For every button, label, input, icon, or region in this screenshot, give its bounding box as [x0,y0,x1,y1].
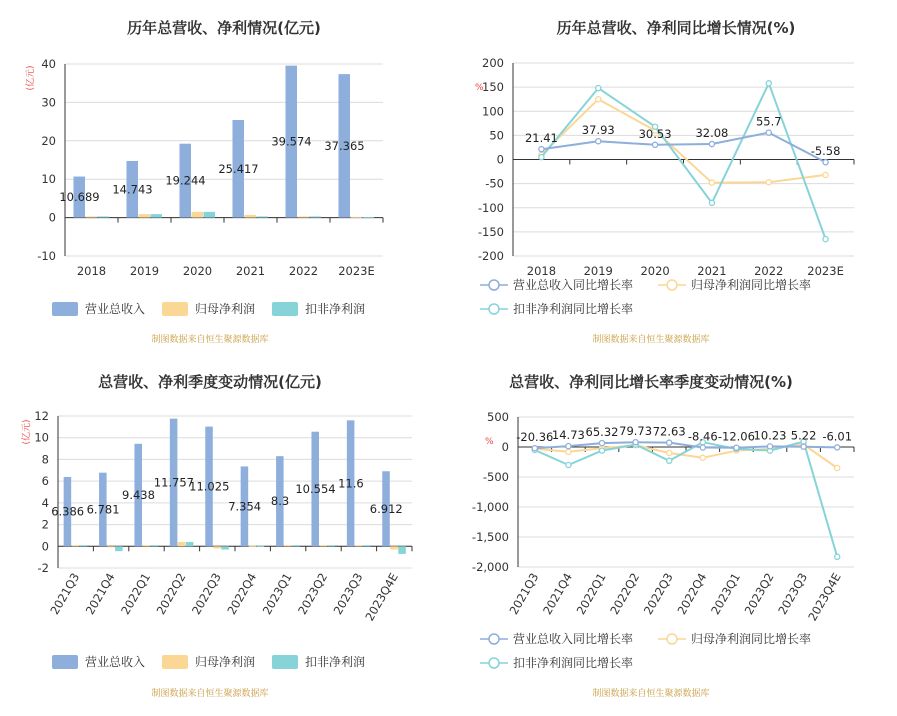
bar-deducted-profit [151,214,163,217]
bar-deducted-profit [257,546,265,547]
x-tick-label: 2023E [338,264,375,278]
bar-deducted-profit [363,217,375,218]
legend-label-deducted-profit: 扣非净利润 [305,655,366,669]
x-tick-label: 2021 [235,264,266,278]
legend-marker-deducted-growth [489,304,499,314]
legend-label-parent-growth: 归母净利润同比增长率 [691,632,812,646]
x-tick-label: 2021Q4 [82,570,118,618]
x-tick-label: 2020 [640,264,670,278]
y-tick-label: 0 [48,210,56,225]
x-tick-label: 2023E [807,264,844,278]
bar-parent-profit [244,215,256,218]
x-tick-label: 2022Q2 [153,570,189,618]
legend-label-parent-profit: 归母净利润 [195,302,256,316]
y-tick-label: 2 [41,517,49,532]
data-label: 30.53 [638,126,672,141]
legend-label-revenue-growth: 营业总收入同比增长率 [513,632,634,646]
legend[interactable] [52,301,365,316]
legend-item-revenue[interactable] [52,654,145,669]
y-axis-unit: (亿元) [26,65,36,91]
bar-deducted-profit [186,542,194,546]
point-revenue [633,440,638,445]
bar-parent-profit [390,546,398,549]
annual-amount-svg [0,0,448,358]
bar-parent-profit [142,545,150,546]
y-tick-label: 40 [41,57,56,71]
point-deducted-profit [709,200,714,205]
source-note: 制图数据来自恒生聚源数据库 [592,689,710,699]
y-tick-label: -2,000 [471,560,509,574]
data-label: 14.73 [551,428,585,443]
legend-swatch-parent-profit [162,655,188,669]
point-revenue [709,141,714,146]
x-tick-label: 2023Q3 [330,570,366,618]
y-tick-label: -200 [477,249,504,263]
data-label: 32.08 [695,126,729,141]
point-deducted-profit [667,458,672,463]
point-deducted-profit [766,81,771,86]
bar-deducted-profit [257,216,269,217]
x-tick-label: 2022 [754,264,784,278]
legend-marker-revenue-growth [489,634,499,644]
y-axis-unit: % [485,437,494,447]
point-revenue [767,444,772,449]
bar-parent-profit [284,545,292,546]
point-revenue [539,147,544,152]
y-tick-label: 0 [496,152,504,167]
bar-deducted-profit [310,216,322,217]
data-label: -8.46 [687,429,718,444]
data-label: -12.06 [717,429,755,444]
legend-label-parent-profit: 归母净利润 [195,655,256,669]
y-tick-label: 8 [41,452,49,467]
x-tick-label: 2023Q2 [741,570,777,618]
point-revenue [566,444,571,449]
bar-parent-profit [297,216,309,217]
data-label: 25.417 [218,161,259,176]
point-parent-profit [823,172,828,177]
data-label: 11.025 [189,479,230,494]
x-tick-label: 2018 [76,264,107,278]
point-revenue [801,444,806,449]
y-tick-label: 100 [482,104,504,119]
data-label: 55.7 [755,114,782,129]
bar-parent-profit [178,542,186,546]
y-tick-label: 6 [41,474,49,489]
data-label: 6.386 [51,504,85,519]
line-deducted-profit [535,442,837,557]
bar-parent-profit [72,545,80,546]
legend-label-revenue-growth: 营业总收入同比增长率 [513,278,634,292]
x-tick-label: 2023Q3 [775,570,811,618]
chart-title: 历年总营收、净利情况(亿元) [127,19,321,37]
legend-label-revenue: 营业总收入 [85,655,146,669]
x-tick-label: 2022Q3 [188,570,224,618]
legend-label-deducted-growth: 扣非净利润同比增长率 [513,656,634,670]
x-tick-label: 2022Q1 [573,570,609,618]
plot-area [478,56,854,278]
x-tick-label: 2023Q4E [362,570,401,624]
legend-item-parent-profit[interactable] [162,654,255,669]
legend-label-deducted-growth: 扣非净利润同比增长率 [513,302,634,316]
source-note: 制图数据来自恒生聚源数据库 [592,335,710,345]
legend-item-deducted-growth[interactable] [480,655,633,670]
bar-parent-profit [319,545,327,546]
data-label: 10.554 [295,481,336,496]
legend-swatch-deducted-profit [272,302,298,316]
legend-marker-parent-growth [667,280,677,290]
y-tick-label: 0 [501,440,509,454]
x-tick-label: 2021Q3 [506,570,542,618]
legend-label-revenue: 营业总收入 [85,302,146,316]
point-deducted-profit [823,237,828,242]
x-tick-label: 2018 [526,264,557,278]
bar-deducted-profit [204,212,216,218]
y-tick-label: 0 [41,539,49,554]
x-tick-label: 2023Q1 [708,570,743,618]
y-tick-label: 200 [482,56,504,70]
x-tick-label: 2022Q4 [224,570,260,618]
legend-label-deducted-profit: 扣非净利润 [305,302,366,316]
data-label: 5.22 [790,428,817,443]
data-label: -6.01 [822,429,853,444]
legend[interactable] [52,654,365,669]
bar-deducted-profit [98,216,110,217]
point-deducted-profit [539,154,544,159]
legend[interactable] [480,631,811,670]
x-tick-label: 2022Q1 [118,570,154,618]
data-label: 14.743 [112,182,153,197]
y-tick-label: 50 [489,128,504,143]
x-tick-label: 2021Q4 [540,570,575,618]
legend-item-revenue[interactable] [52,301,145,316]
plot-area [472,410,854,623]
legend-marker-parent-growth [667,634,677,644]
chart-title: 总营收、净利季度变动情况(亿元) [98,373,322,391]
data-label: 37.365 [324,138,365,153]
point-revenue [835,445,840,450]
bar-deducted-profit [115,546,123,551]
y-tick-label: -1,500 [471,530,509,544]
quarterly-growth-chart [448,358,896,716]
point-parent-profit [596,97,601,102]
legend-marker-revenue-growth [489,280,499,290]
x-tick-label: 2022Q2 [607,570,643,618]
data-label: 79.73 [619,424,653,439]
y-tick-label: -1,000 [471,500,509,514]
y-tick-label: 10 [34,430,49,445]
x-tick-label: 2019 [583,264,613,278]
legend-marker-deducted-growth [489,658,499,668]
bar-deducted-profit [398,546,406,554]
bar-deducted-profit [151,545,159,546]
bar-parent-profit [191,212,203,218]
data-label: 7.354 [228,499,262,514]
y-tick-label: 12 [34,409,49,423]
point-revenue [652,142,657,147]
y-tick-label: 20 [41,133,56,148]
source-note: 制图数据来自恒生聚源数据库 [151,689,269,699]
annual-amount-chart [0,0,448,358]
chart-title: 总营收、净利同比增长率季度变动情况(%) [509,373,793,391]
point-parent-profit [709,180,714,185]
legend-swatch-parent-profit [162,302,188,316]
data-label: 37.93 [581,123,615,138]
bar-parent-profit [213,546,221,548]
y-tick-label: -10 [37,249,56,263]
data-label: 11.757 [153,475,195,490]
y-axis-unit: (亿元) [22,419,32,445]
x-tick-label: 2022 [288,264,319,278]
point-parent-profit [667,450,672,455]
x-tick-label: 2021 [697,264,727,278]
legend-item-parent-growth[interactable] [658,277,811,292]
point-deducted-profit [596,85,601,90]
data-label: -5.58 [810,144,841,159]
x-tick-label: 2022Q3 [640,570,676,618]
y-axis-unit: % [475,83,484,93]
data-label: 19.244 [165,173,206,188]
y-tick-label: -150 [477,224,504,239]
x-tick-label: 2023Q2 [295,570,331,618]
bar-deducted-profit [292,545,300,546]
data-label: 8.3 [270,494,290,509]
legend-swatch-revenue [52,655,78,669]
data-label: 10.689 [59,190,100,205]
legend-item-deducted-profit[interactable] [272,654,365,669]
bar-parent-profit [85,216,97,217]
bar-deducted-profit [221,546,229,549]
x-tick-label: 2019 [129,264,160,278]
x-tick-label: 2023Q1 [259,570,295,618]
legend-swatch-revenue [52,302,78,316]
plot-area [34,409,412,623]
data-label: 9.438 [122,488,155,503]
bar-parent-profit [249,546,257,547]
y-tick-label: 150 [482,80,504,95]
legend-swatch-deducted-profit [272,655,298,669]
x-tick-label: 2020 [182,264,213,278]
data-label: 72.63 [652,424,686,439]
annual-growth-svg [448,0,896,358]
y-tick-label: -50 [485,176,504,191]
chart-title: 历年总营收、净利同比增长情况(%) [556,19,796,37]
y-tick-label: 4 [41,495,49,510]
quarterly-amount-chart [0,358,448,716]
legend-item-parent-profit[interactable] [162,301,255,316]
point-parent-profit [566,449,571,454]
legend-item-revenue-growth[interactable] [480,631,633,646]
bar-deducted-profit [363,545,371,546]
point-revenue [599,440,604,445]
point-parent-profit [700,455,705,460]
point-revenue [766,130,771,135]
annual-growth-chart [448,0,896,358]
bar-deducted-profit [328,545,336,546]
y-tick-label: 10 [41,172,56,187]
legend-item-deducted-profit[interactable] [272,301,365,316]
y-tick-label: -100 [477,200,504,215]
data-label: 6.912 [369,501,403,516]
plot-area [37,57,383,278]
quarterly-amount-svg [0,358,448,716]
bar-parent-profit [138,214,150,217]
bar-parent-profit [350,217,362,218]
quarterly-growth-svg [448,358,896,716]
x-tick-label: 2023Q4E [805,570,844,624]
legend-item-deducted-growth[interactable] [480,301,633,316]
bar-parent-profit [355,545,363,546]
y-tick-label: 500 [487,410,509,424]
point-parent-profit [766,180,771,185]
legend-label-parent-growth: 归母净利润同比增长率 [691,278,812,292]
point-revenue [823,160,828,165]
data-label: 65.32 [585,425,619,440]
y-tick-label: -2 [37,561,49,575]
y-tick-label: 30 [41,95,56,110]
point-parent-profit [835,465,840,470]
x-tick-label: 2021Q3 [47,570,83,618]
legend[interactable] [480,277,811,316]
data-label: 6.781 [86,502,120,517]
legend-item-revenue-growth[interactable] [480,277,633,292]
point-revenue [667,440,672,445]
point-revenue [532,446,537,451]
y-tick-label: -500 [482,470,509,484]
point-deducted-profit [835,554,840,559]
data-label: -20.36 [516,430,554,445]
bar-parent-profit [107,546,115,547]
bar-deducted-profit [80,545,88,546]
legend-item-parent-growth[interactable] [658,631,811,646]
point-deducted-profit [599,448,604,453]
data-label: 10.23 [753,428,787,443]
point-revenue [596,139,601,144]
data-label: 11.6 [338,476,364,491]
data-label: 21.41 [524,131,558,146]
data-label: 39.574 [271,134,312,149]
source-note: 制图数据来自恒生聚源数据库 [151,335,269,345]
point-revenue [734,445,739,450]
point-deducted-profit [566,462,571,467]
point-revenue [700,445,705,450]
x-tick-label: 2022Q4 [674,570,710,618]
